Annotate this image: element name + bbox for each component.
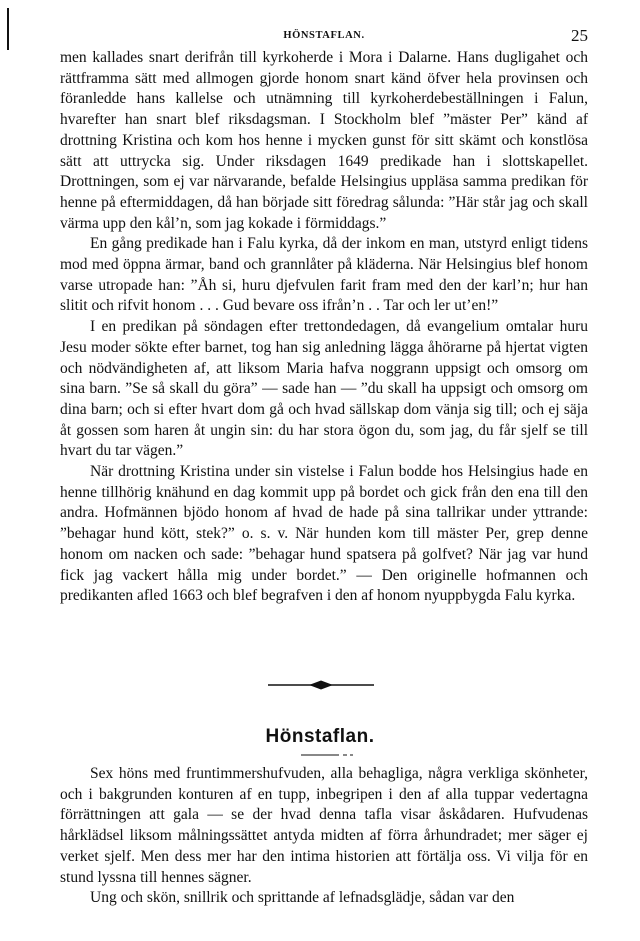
section-divider-ornament (268, 678, 374, 692)
running-head: HÖNSTAFLAN. (283, 30, 365, 41)
paragraph-1: men kallades snart derifrån till kyrkoherde i Mora i Dalarne. Hans dugligahet och rättframma sätt med allmogen gjorde honom snart känd öfver hela provinsen och föranledde hans kallelse och utnämning till kyrkoherdebeställningen i Falun, hvarefter han snart blef riksdagsman. I Stockholm blef ”mäster Per” känd af drottning Kristina och kom hos henne i mycken gunst för sitt skämt och konstlösa sätt att uttrycka sig. Under riksdagen 1649 predikade han i slottskapellet. Drottningen, som ej var närvarande, befalde Helsingius uppläsa samma predikan för henne på eftermiddagen, då han började sitt föredrag sålunda: ”Här står jag och skall värma upp den kål’n, som jag kokade i förmiddags.” (60, 49, 588, 232)
section-paragraph-2: Ung och skön, snillrik och sprittande af lefnadsglädje, sådan var den (90, 889, 515, 907)
page-number: 25 (571, 26, 588, 45)
article-body (60, 48, 588, 607)
section-title: Hönstaflan. (265, 726, 375, 747)
paragraph-3: I en predikan på söndagen efter trettondedagen, då evangelium omtalar huru Jesu moder sökte efter barnet, tog han sig anledning lägga åhörarne på hjertat vigten och nödvändigheten af, att liksom Maria hafva noggrann uppsigt och omsorg om sina barn. ”Se så skall du göra” — sade han — ”du skall ha uppsigt och omsorg om dina barn; och si efter hvart dom gå och hvad sällskap dom vänja sig till; och ej säja åt gossen som haren åt ungin sin: du har stora ögon du, som jag, du får sjelf se till hvart du tar vägen.” (60, 318, 588, 460)
paragraph-4: När drottning Kristina under sin vistelse i Falun bodde hos Helsingius hade en henne tillhörig knähund en dag kommit upp på bordet och gick från den ena till den andra. Hofmännen bjödo honom af hvad de hade på sina tallrikar under yttrande: ”behagar hund kött, stek?” o. s. v. När hunden kom till mäster Per, grep denne honom om nacken och sade: ”behagar hund spatsera på golfvet? När jag var hund fick jag vackert hålla mig under bordet.” — Den originelle hofmannen och predikanten afled 1663 och blef begrafven i den af honom nyuppbygda Falu kyrka. (60, 463, 588, 605)
title-underline-rule (301, 752, 353, 758)
page-edge-mark (7, 8, 9, 50)
section-paragraph-1: Sex höns med fruntimmershufvuden, alla behagliga, några verkliga skönheter, och i bakgrunden konturen af en tupp, inbegripen i den af alla tuppar vedertagna förrättningen att gala — se der hvad denna tafla visar åskådaren. Hufvudenas hårklädsel liksom målningssättet antyda midten af förra århundradet; mer säger ej verket sjelf. Men dess mer har den intima historien att förtälja oss. Vi vilja för en stund lyssna till hennes sägner. (60, 765, 588, 886)
paragraph-2: En gång predikade han i Falu kyrka, då der inkom en man, utstyrd enligt tidens mod med öppna ärmar, band och grannlåter på kläderna. När Helsingius blef honom varse utropade han: ”Åh si, huru djefvulen farit fram med den der karl’n; hur han slitit och rifvit honom . . . Gud bevare oss ifrån’n . . Tar och ler ut’en!” (60, 235, 588, 315)
section-body (60, 764, 588, 909)
